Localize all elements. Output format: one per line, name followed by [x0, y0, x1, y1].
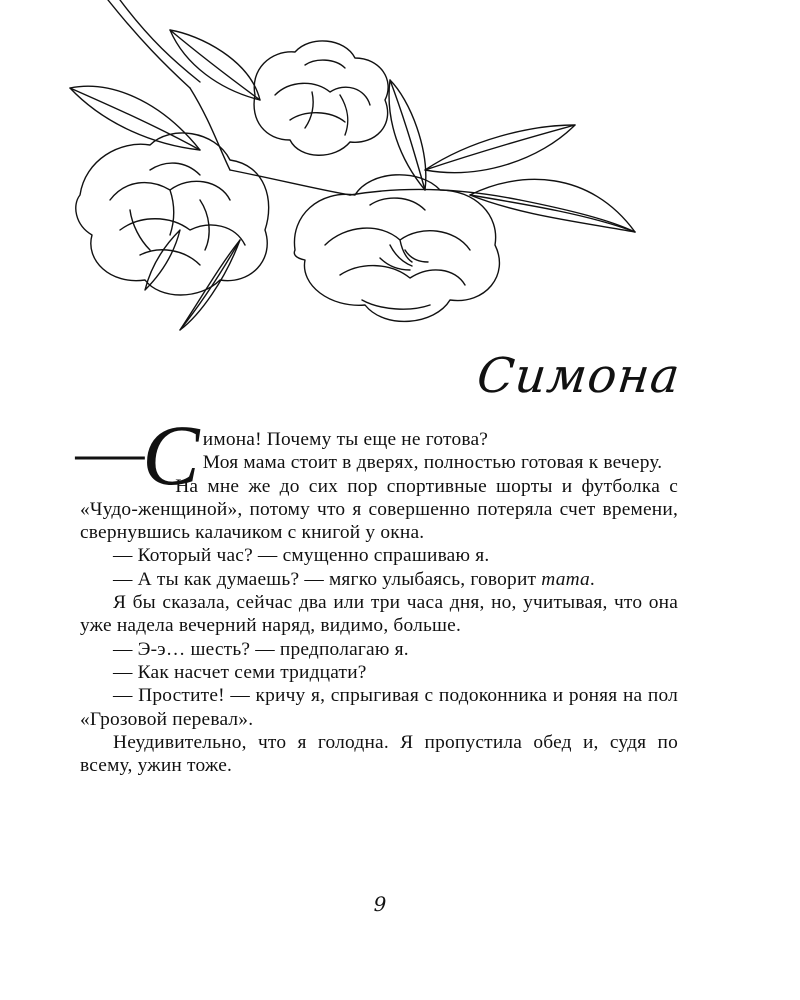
paragraph-4 [80, 568, 678, 591]
chapter-body [75, 407, 678, 777]
paragraph-7: — Как насчет семи тридцати? [113, 661, 367, 683]
page-number: 9 [373, 892, 387, 916]
peony-flowers-illustration [50, 0, 650, 345]
paragraph-3: — Который час? — смущенно спрашиваю я. [113, 545, 490, 567]
paragraph-5: Я бы сказала, сейчас два или три часа дня, но, учитывая, что она уже надела вечерний наряд, видимо, больше. [80, 592, 678, 637]
paragraph-1 [75, 407, 678, 503]
paragraph-9: Неудивительно, что я голодна. Я пропустила обед и, судя по всему, ужин тоже. [80, 731, 678, 777]
paragraph-8: — Простите! — кричу я, спрыгивая с подоконника и роняя на пол «Грозовой перевал». [80, 685, 678, 730]
drop-cap: С [142, 407, 200, 503]
opening-dash: — [75, 419, 145, 485]
italic-word-tata: тата [541, 568, 590, 590]
line-2-text: Моя мама стоит в дверях, полностью готовая к вечеру. [202, 452, 663, 474]
paragraph-6: — Э-э… шесть? — предполагаю я. [113, 638, 409, 660]
paragraph-4-end: . [589, 568, 595, 590]
line-1-text: имона! Почему ты еще не готова? [202, 429, 489, 450]
paragraph-2: На мне же до сих пор спортивные шорты и футболка с «Чудо-женщиной», потому что я совершенно потеряла счет времени, свернувшись калачиком с книгой у окна. [80, 475, 678, 544]
chapter-title: Симона [474, 348, 683, 404]
paragraph-4-text: — А ты как думаешь? — мягко улыбаясь, говорит [113, 568, 542, 590]
